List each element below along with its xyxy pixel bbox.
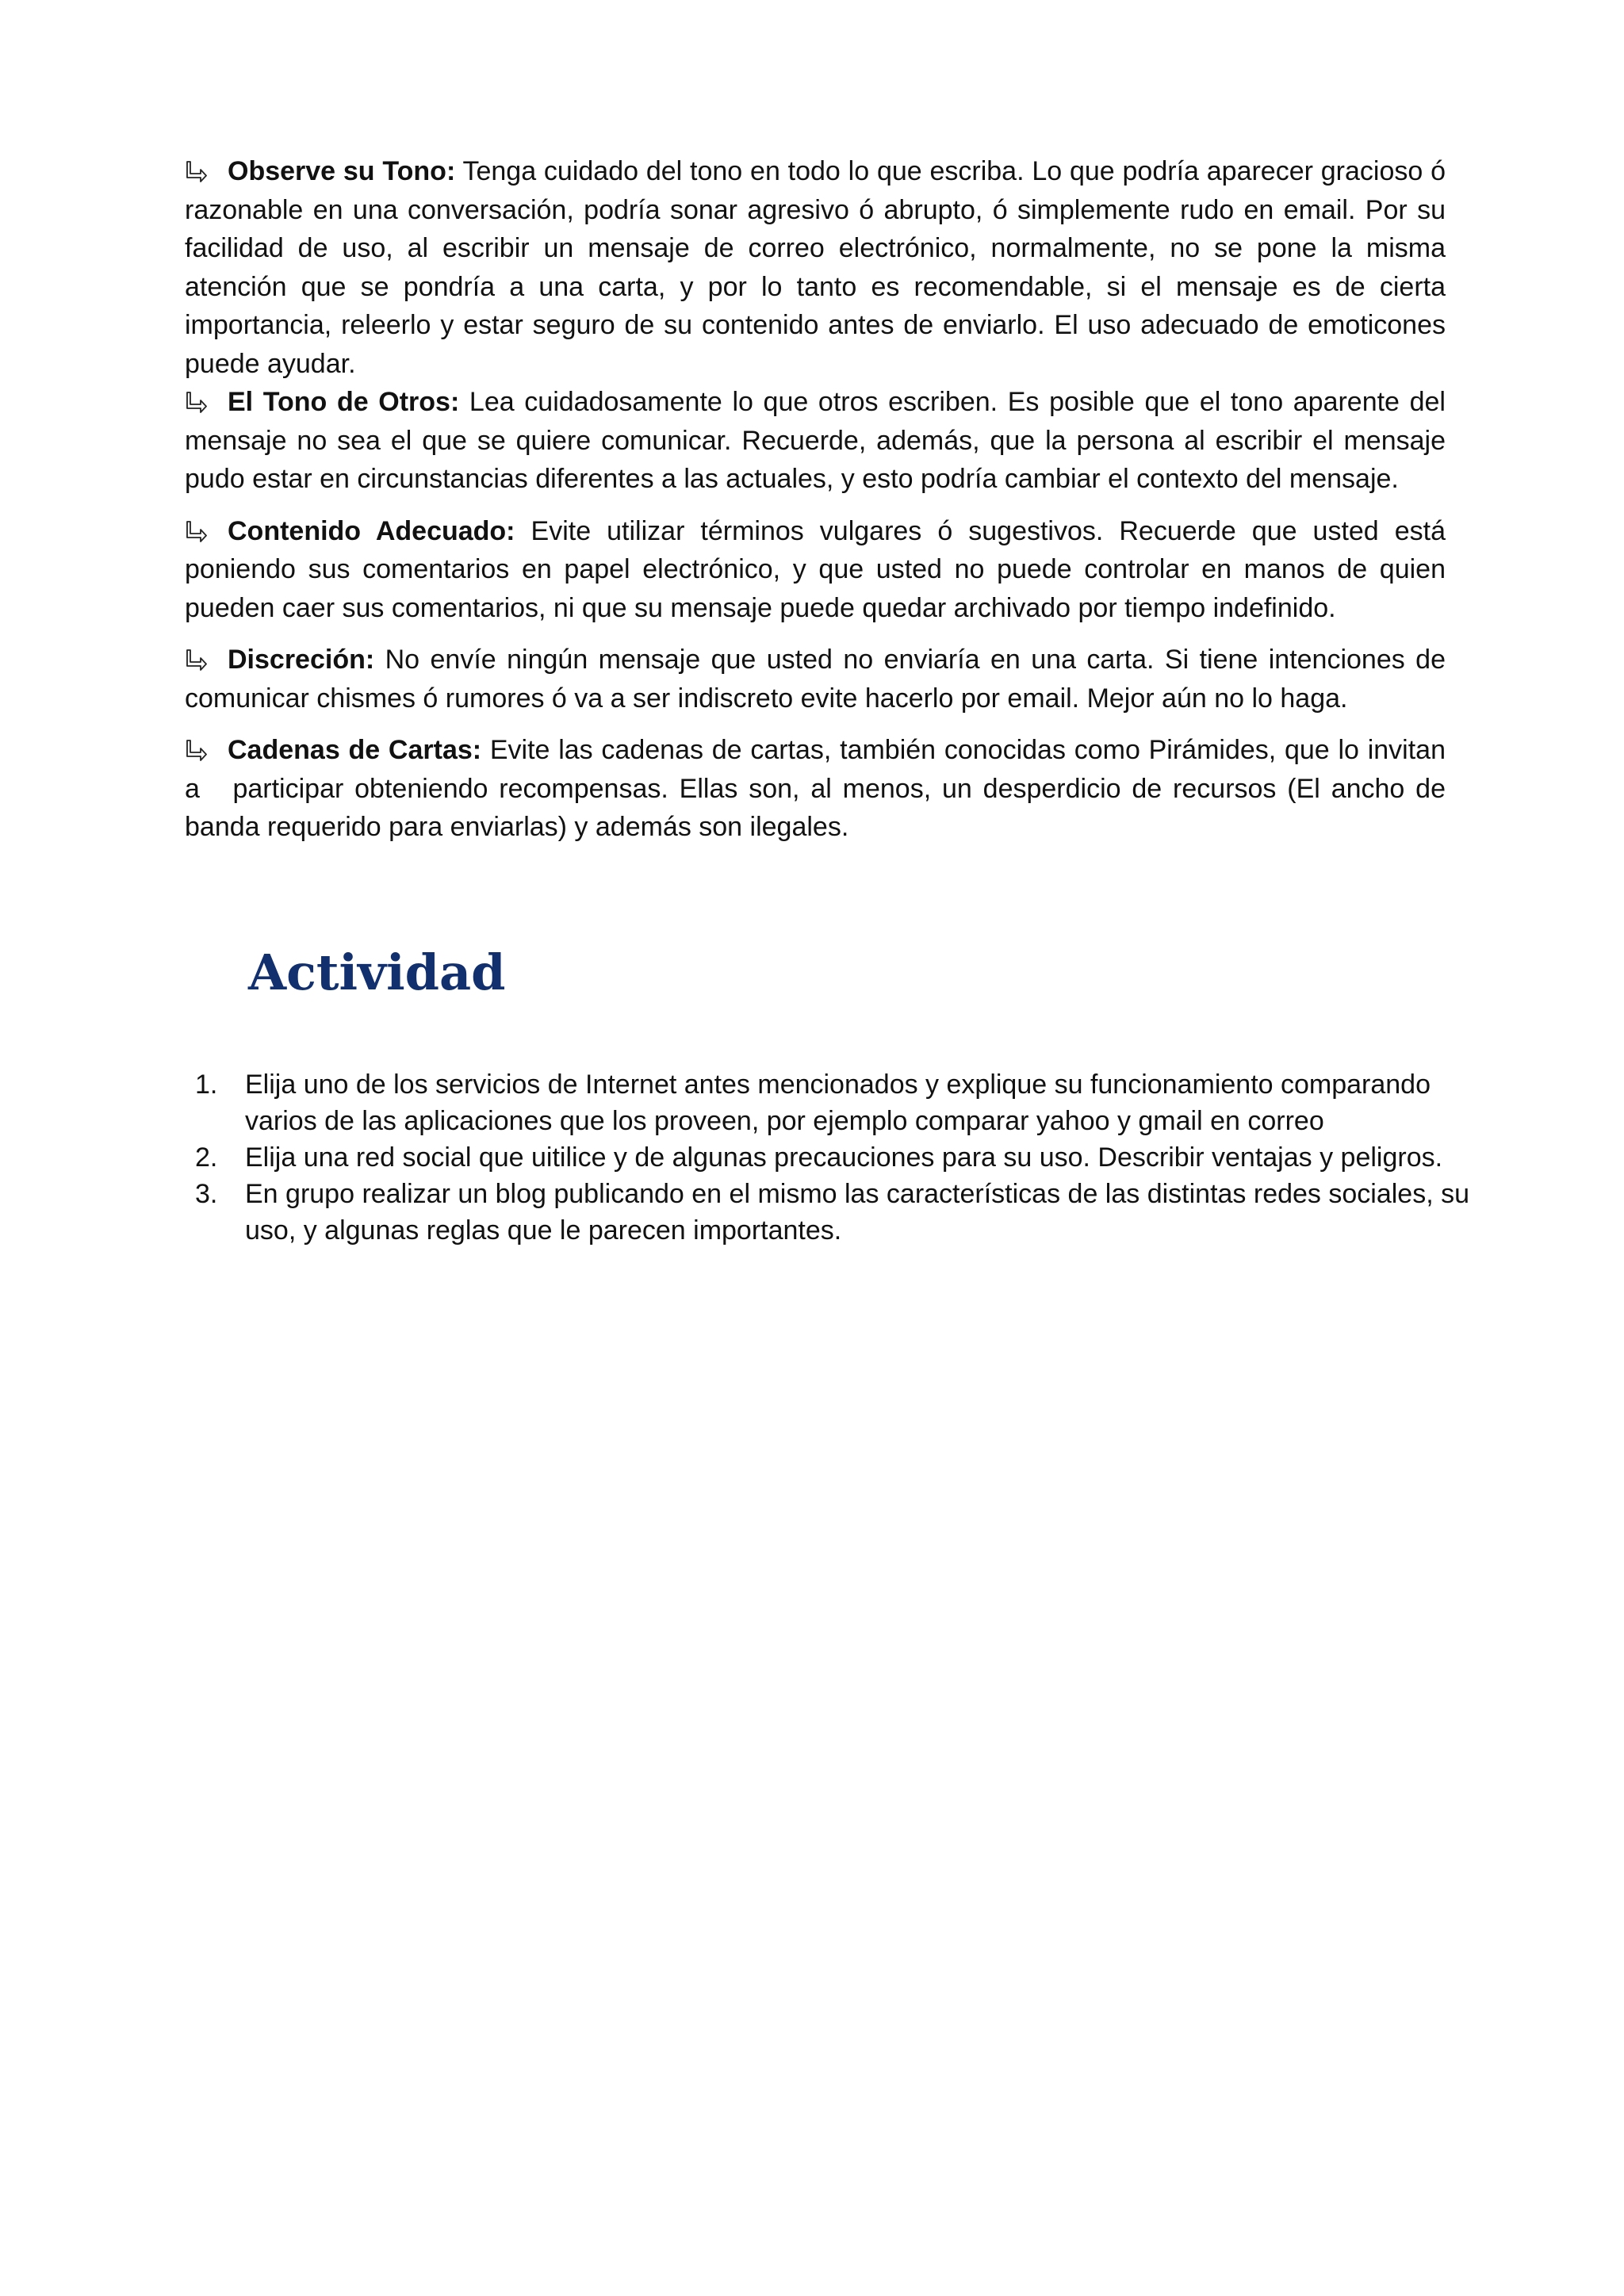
rule-text: Evite utilizar términos vulgares ó sugestivos. Recuerde que usted está poniendo sus comentarios en papel electrónico, y que usted no puede controlar en manos de quien pueden caer sus comentarios, ni que su mensaje puede quedar archivado por tiempo indefinido. xyxy=(185,515,1446,623)
arrow-bullet-icon xyxy=(185,519,209,543)
rule-cadenas-cartas xyxy=(185,731,1454,847)
rule-text: No envíe ningún mensaje que usted no enviaría en una carta. Si tiene intenciones de comunicar chismes ó rumores ó va a ser indiscreto evite hacerlo por email. Mejor aún no lo haga. xyxy=(185,645,1446,714)
arrow-bullet-icon xyxy=(185,738,209,762)
rule-contenido-adecuado xyxy=(185,512,1446,628)
activity-text: En grupo realizar un blog publicando en el mismo las características de las distintas redes sociales, su uso, y algunas reglas que le parecen importantes. xyxy=(245,1179,1470,1246)
activity-number: 1. xyxy=(195,1070,218,1100)
activity-list xyxy=(185,1066,1485,1249)
rule-observe-tono xyxy=(185,152,1446,383)
rule-term: El Tono de Otros: xyxy=(228,387,460,417)
rule-text: Lea cuidadosamente lo que otros escriben. Es posible que el tono aparente del mensaje no sea el que se quiere comunicar. Recuerde, además, que la persona al escribir el mensaje pudo estar en circunstancias diferentes a las actuales, y esto podría cambiar el contexto del mensaje. xyxy=(185,387,1446,494)
arrow-bullet-icon xyxy=(185,159,209,183)
activity-text: Elija uno de los servicios de Internet antes mencionados y explique su funcionamiento comparando varios de las aplicaciones que los proveen, por ejemplo comparar yahoo y gmail en correo xyxy=(245,1070,1431,1136)
rule-discrecion xyxy=(185,641,1446,718)
rule-term: Observe su Tono: xyxy=(228,156,456,186)
activity-number: 2. xyxy=(195,1142,218,1173)
netiquette-rules-list xyxy=(185,152,1454,847)
rule-term: Cadenas de Cartas: xyxy=(228,735,482,765)
rule-text: Evite las cadenas de cartas, también conocidas como Pirámides, que lo invitan a participar obteniendo recompensas. Ellas son, al menos, un desperdicio de recursos (El ancho de banda requerido para enviarlas) y además son ilegales. xyxy=(185,735,1454,842)
rule-tono-otros xyxy=(185,383,1446,499)
activity-heading: Actividad xyxy=(248,943,506,1001)
rule-term: Contenido Adecuado: xyxy=(228,515,515,546)
activity-item xyxy=(185,1139,1485,1176)
arrow-bullet-icon xyxy=(185,648,209,672)
rule-text: Tenga cuidado del tono en todo lo que escriba. Lo que podría aparecer gracioso ó razonable en una conversación, podría sonar agresivo ó abrupto, ó simplemente rudo en email. Por su facilidad de uso, al escribir un mensaje de correo electrónico, normalmente, no se pone la misma atención que se pondría a una carta, y por lo tanto es recomendable, si el mensaje es de cierta importancia, releerlo y estar seguro de su contenido antes de enviarlo. El uso adecuado de emoticones puede ayudar. xyxy=(185,156,1446,379)
rule-term: Discreción: xyxy=(228,645,375,675)
activity-item xyxy=(185,1176,1485,1249)
activity-text: Elija una red social que uitilice y de algunas precauciones para su uso. Describir ventajas y peligros. xyxy=(245,1142,1443,1173)
arrow-bullet-icon xyxy=(185,390,209,414)
activity-item xyxy=(185,1066,1485,1139)
activity-number: 3. xyxy=(195,1179,218,1209)
